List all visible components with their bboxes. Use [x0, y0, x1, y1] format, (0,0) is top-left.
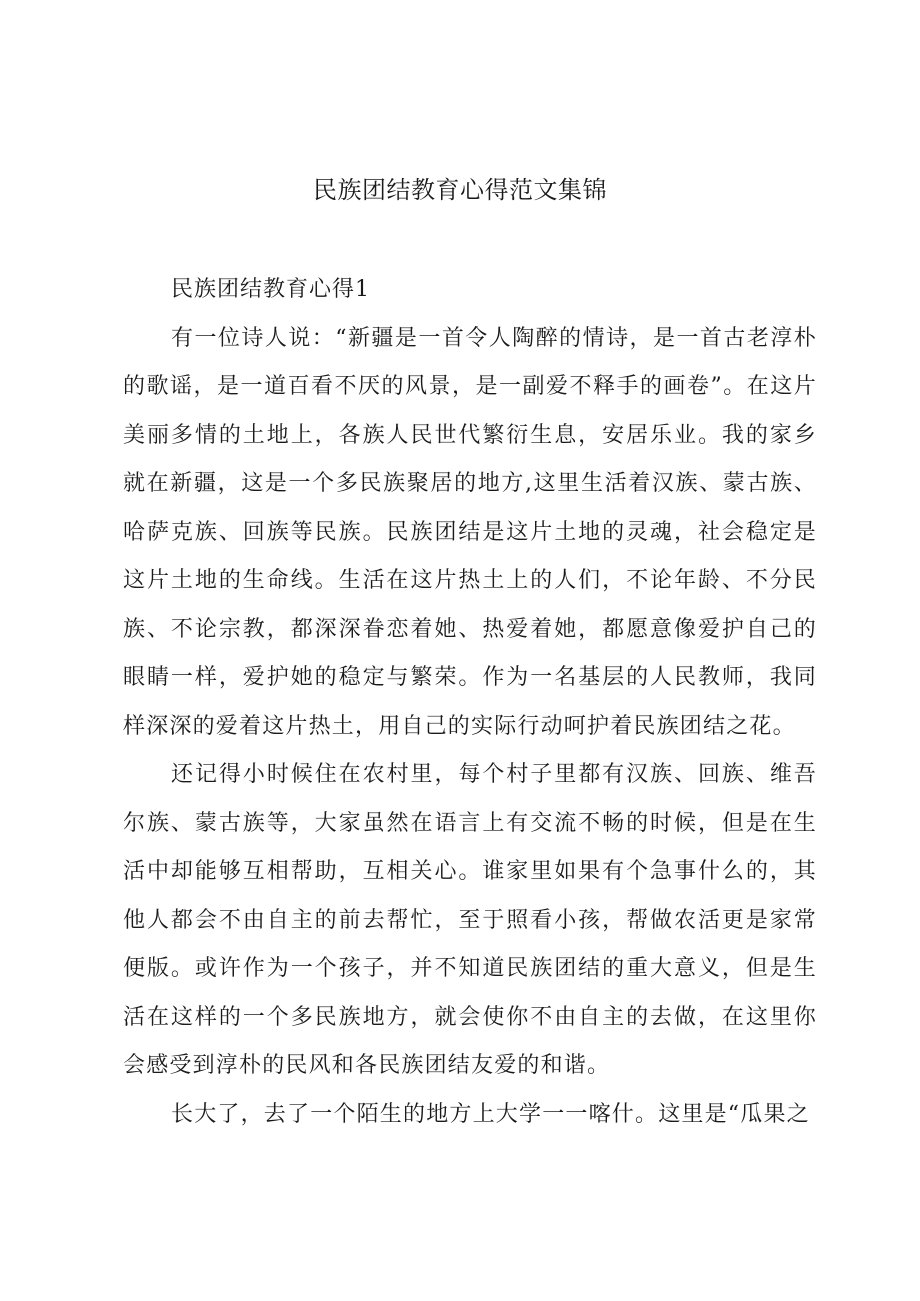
paragraph-1: 有一位诗人说：“新疆是一首令人陶醉的情诗，是一首古老淳朴的歌谣，是一道百看不厌的风景，是一副爱不释手的画卷”。在这片美丽多情的土地上，各族人民世代繁衍生息，安居乐业。我的家乡就在新疆，这是一个多民族聚居的地方,这里生活着汉族、蒙古族、哈萨克族、回族等民族。民族团结是这片土地的灵魂，社会稳定是这片土地的生命线。生活在这片热土上的人们，不论年龄、不分民族、不论宗教，都深深眷恋着她、热爱着她，都愿意像爱护自己的眼睛一样，爱护她的稳定与繁荣。作为一名基层的人民教师，我同样深深的爱着这片热土，用自己的实际行动呵护着民族团结之花。 [123, 325, 817, 739]
document-body [123, 266, 817, 1139]
paragraph-2: 还记得小时候住在农村里，每个村子里都有汉族、回族、维吾尔族、蒙古族等，大家虽然在语言上有交流不畅的时候，但是在生活中却能够互相帮助，互相关心。谁家里如果有个急事什么的，其他人都会不由自主的前去帮忙，至于照看小孩，帮做农活更是家常便版。或许作为一个孩子，并不知道民族团结的重大意义，但是生活在这样的一个多民族地方，就会使你不由自主的去做，在这里你会感受到淳朴的民风和各民族团结友爱的和谐。 [123, 762, 817, 1078]
document-title: 民族团结教育心得范文集锦 [313, 176, 607, 204]
paragraph-3: 长大了，去了一个陌生的地方上大学一一喀什。这里是“瓜果之 [171, 1101, 810, 1127]
section-subheading: 民族团结教育心得1 [171, 277, 370, 302]
